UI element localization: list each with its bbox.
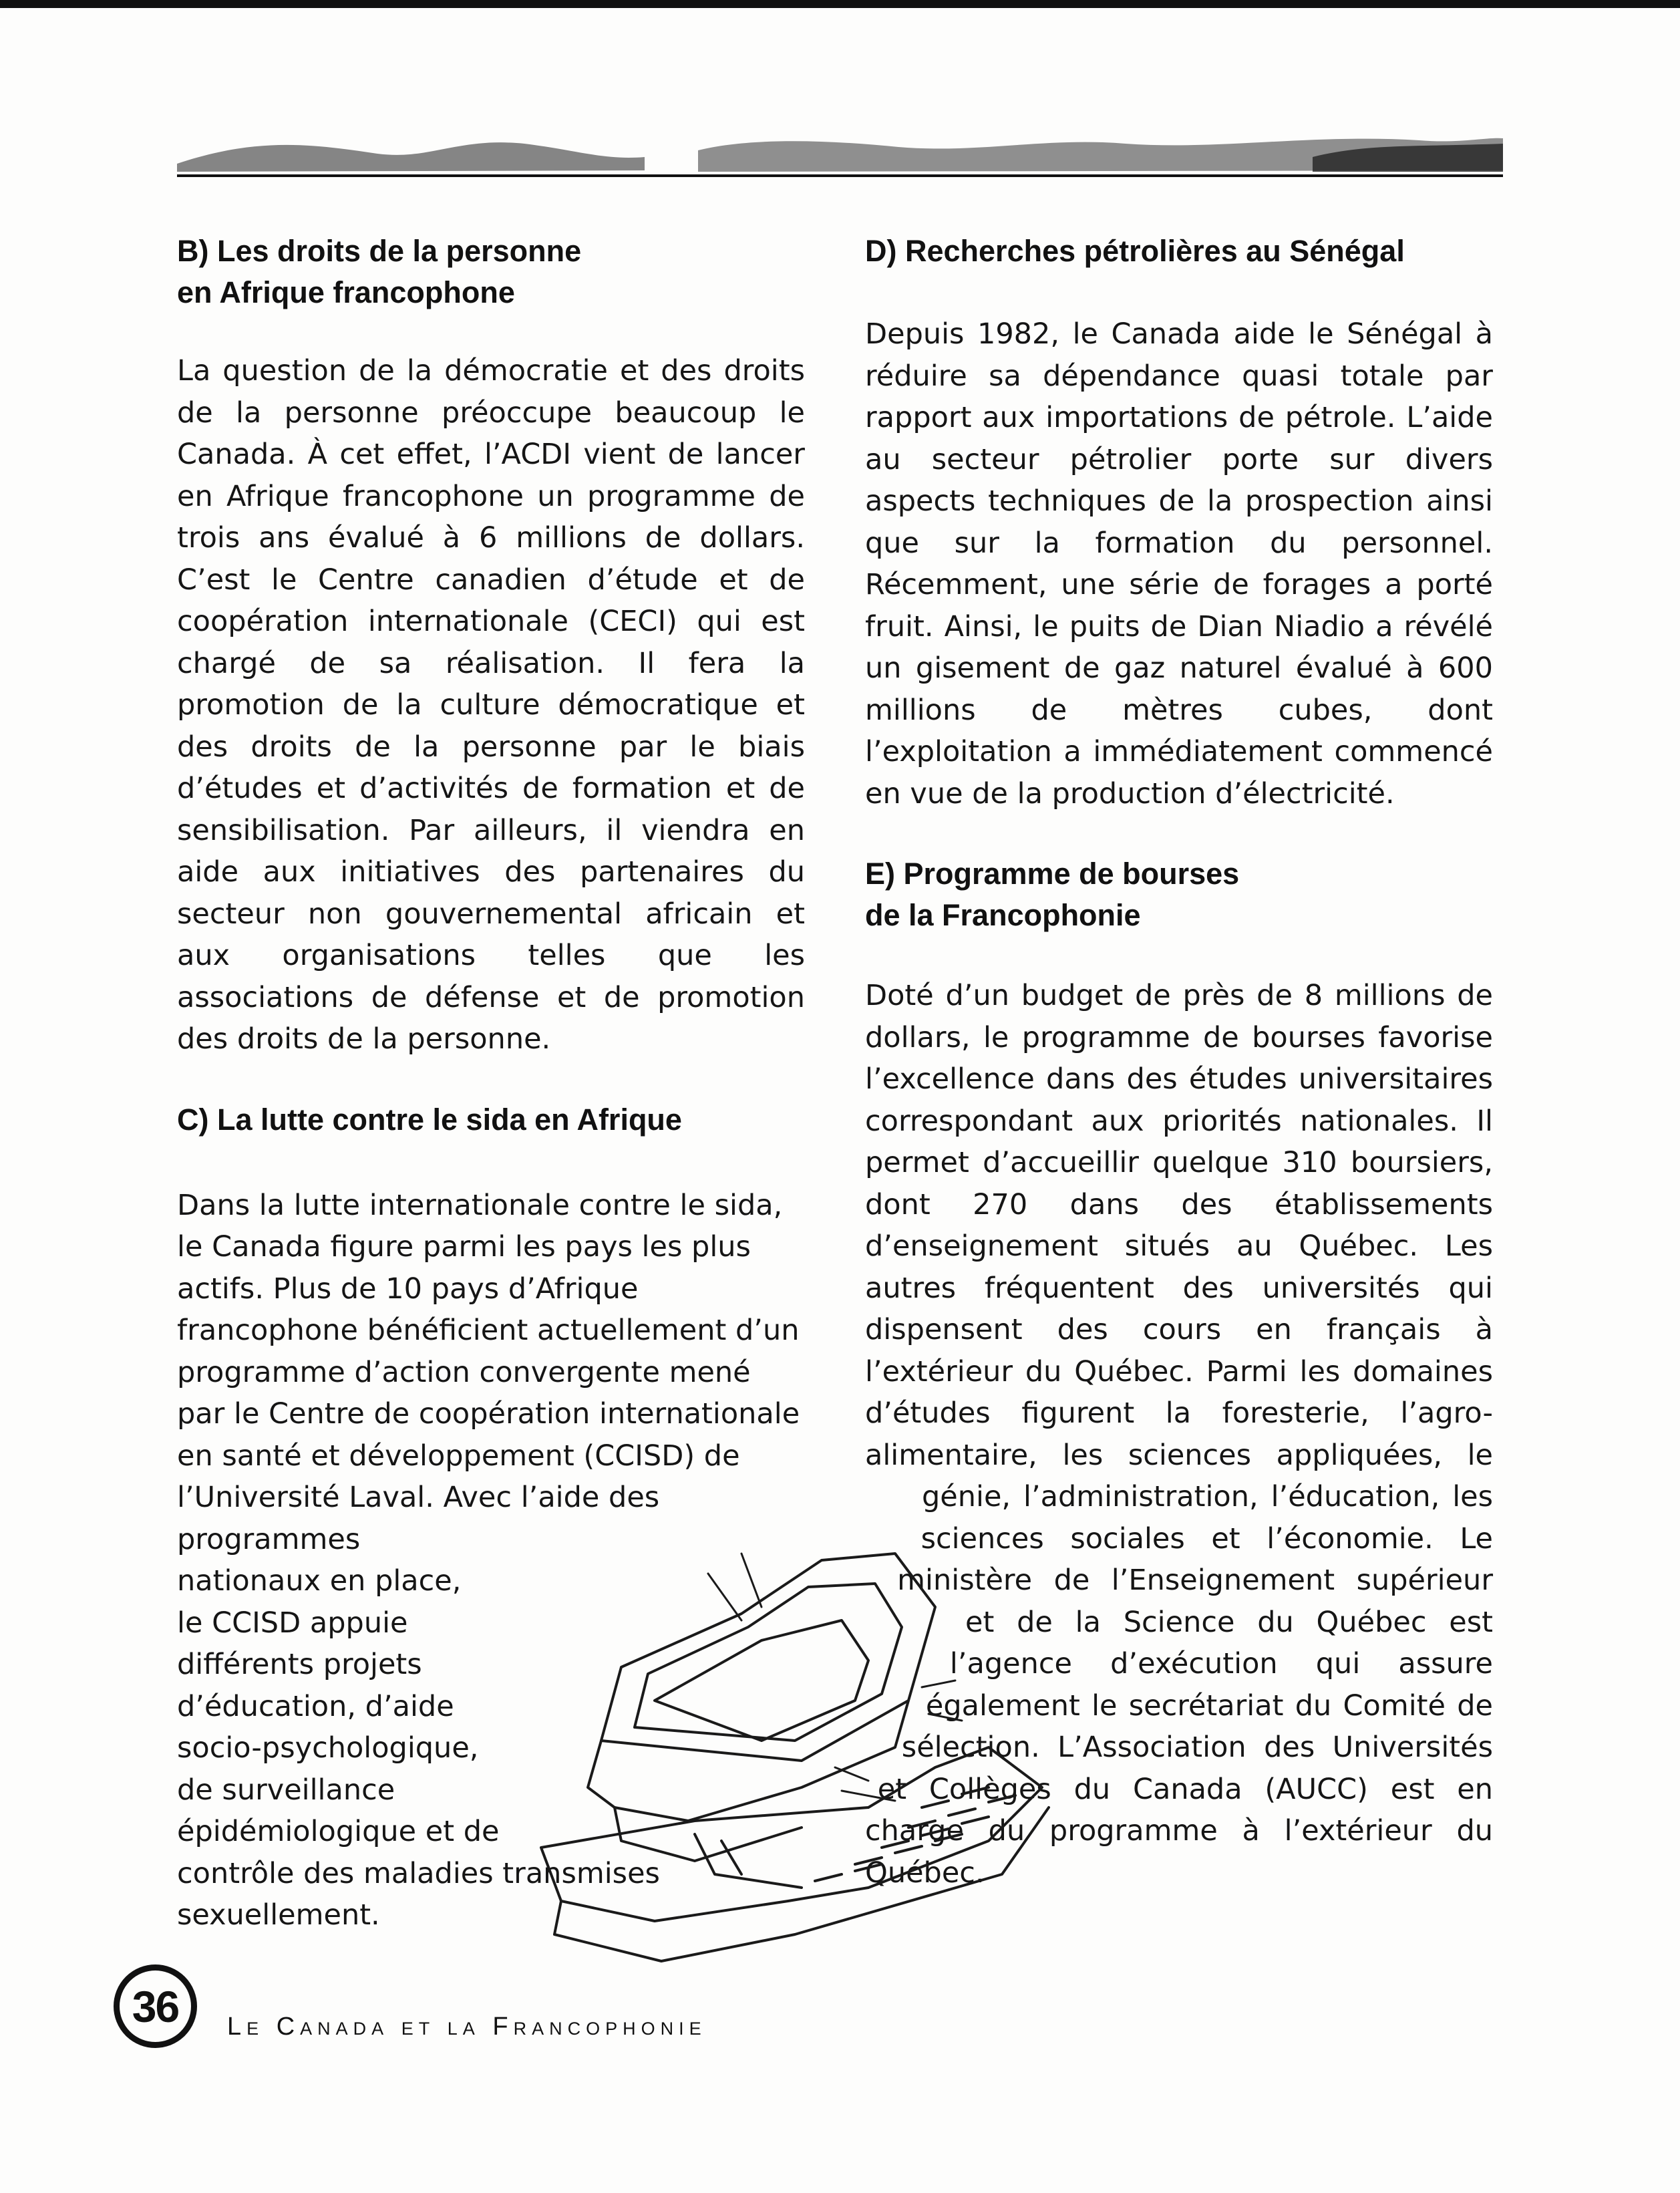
section-d-title: D) Recherches pétrolières au Sénégal [865,234,1405,268]
footer-title: Le Canada et la Francophonie [227,2013,707,2041]
scan-top-edge [0,0,1680,8]
section-b-title-line2: en Afrique francophone [177,275,515,309]
section-b-title [177,231,805,313]
section-e-body: Doté d’un budget de près de 8 millions de dollars, le programme de bourses favorise l’excellence dans des études universitaires correspondant aux priorités nationales. Il permet d’accueillir quelque 310 boursiers, dont 270 dans des établissements d’enseignement situés au Québec. Les autres fréquentent des universités qui dispensent des cours en français à l’extérieur du Québec. Parmi les domaines d’études figurent la foresterie, l’agro-alimentaire, les sciences appliquées, le génie, l’administration, l’éducation, les sciences sociales et l’économie. Le ministère de l’Enseignement supérieur et de la Science du Québec est l’agence d’exécution qui assure également le secrétariat du Comité de sélection. L’Association des Universités et Collèges du Canada (AUCC) est en charge du programme à l’extérieur du Québec. [865,979,1493,1890]
section-e-title-line2: de la Francophonie [865,898,1141,932]
section-b-body: La question de la démocratie et des droits de la personne préoccupe beaucoup le Canada. À cet effet, l’ACDI vient de lancer en Afrique francophone un programme de trois ans évalué à 6 millions de dollars. C’est le Centre canadien d’étude et de coopération internationale (CECI) qui est chargé de sa réalisation. Il fera la promotion de la culture démocratique et des droits de la personne par le biais d’études et d’activités de formation et de sensibilisation. Par ailleurs, il viendra en aide aux initiatives des partenaires du secteur non gouvernemental africain et aux organisations telles que les associations de défense et de promotion des droits de la personne. [177,354,805,1056]
page-number: 36 [132,1982,179,2031]
decorative-banner [177,124,1503,178]
page-footer [114,1964,915,2058]
section-e-title-line1: E) Programme de bourses [865,857,1240,891]
section-c-body: Dans la lutte internationale contre le sida, le Canada figure parmi les pays les plus actifs. Plus de 10 pays d’Afrique francophone bénéficient actuellement d’un programme d’action convergente mené par le Centre de coopération internationale en santé et développement (CCISD) de l’Université Laval. Avec l’aide des programmes nationaux en place, le CCISD appuie différents projets d’éducation, d’aide socio-psychologique, de surveillance épidémiologique et de contrôle des maladies transmises sexuellement. [177,1188,800,1932]
page-number-badge [114,1964,197,2048]
section-e-title [865,853,1493,936]
section-c-title: C) La lutte contre le sida en Afrique [177,1102,682,1137]
section-d-body: Depuis 1982, le Canada aide le Sénégal à réduire sa dépendance quasi totale par rapport aux importations de pétrole. L’aide au secteur pétrolier porte sur divers aspects techniques de la prospection ainsi que sur la formation du personnel. Récemment, une série de forages a porté fruit. Ainsi, le puits de Dian Niadio a révélé un gisement de gaz naturel évalué à 600 millions de mètres cubes, dont l’exploitation a immédiatement commencé en vue de la production d’électricité. [865,317,1493,811]
computer-illustration [521,1527,1109,1995]
section-b-title-line1: B) Les droits de la personne [177,234,582,268]
